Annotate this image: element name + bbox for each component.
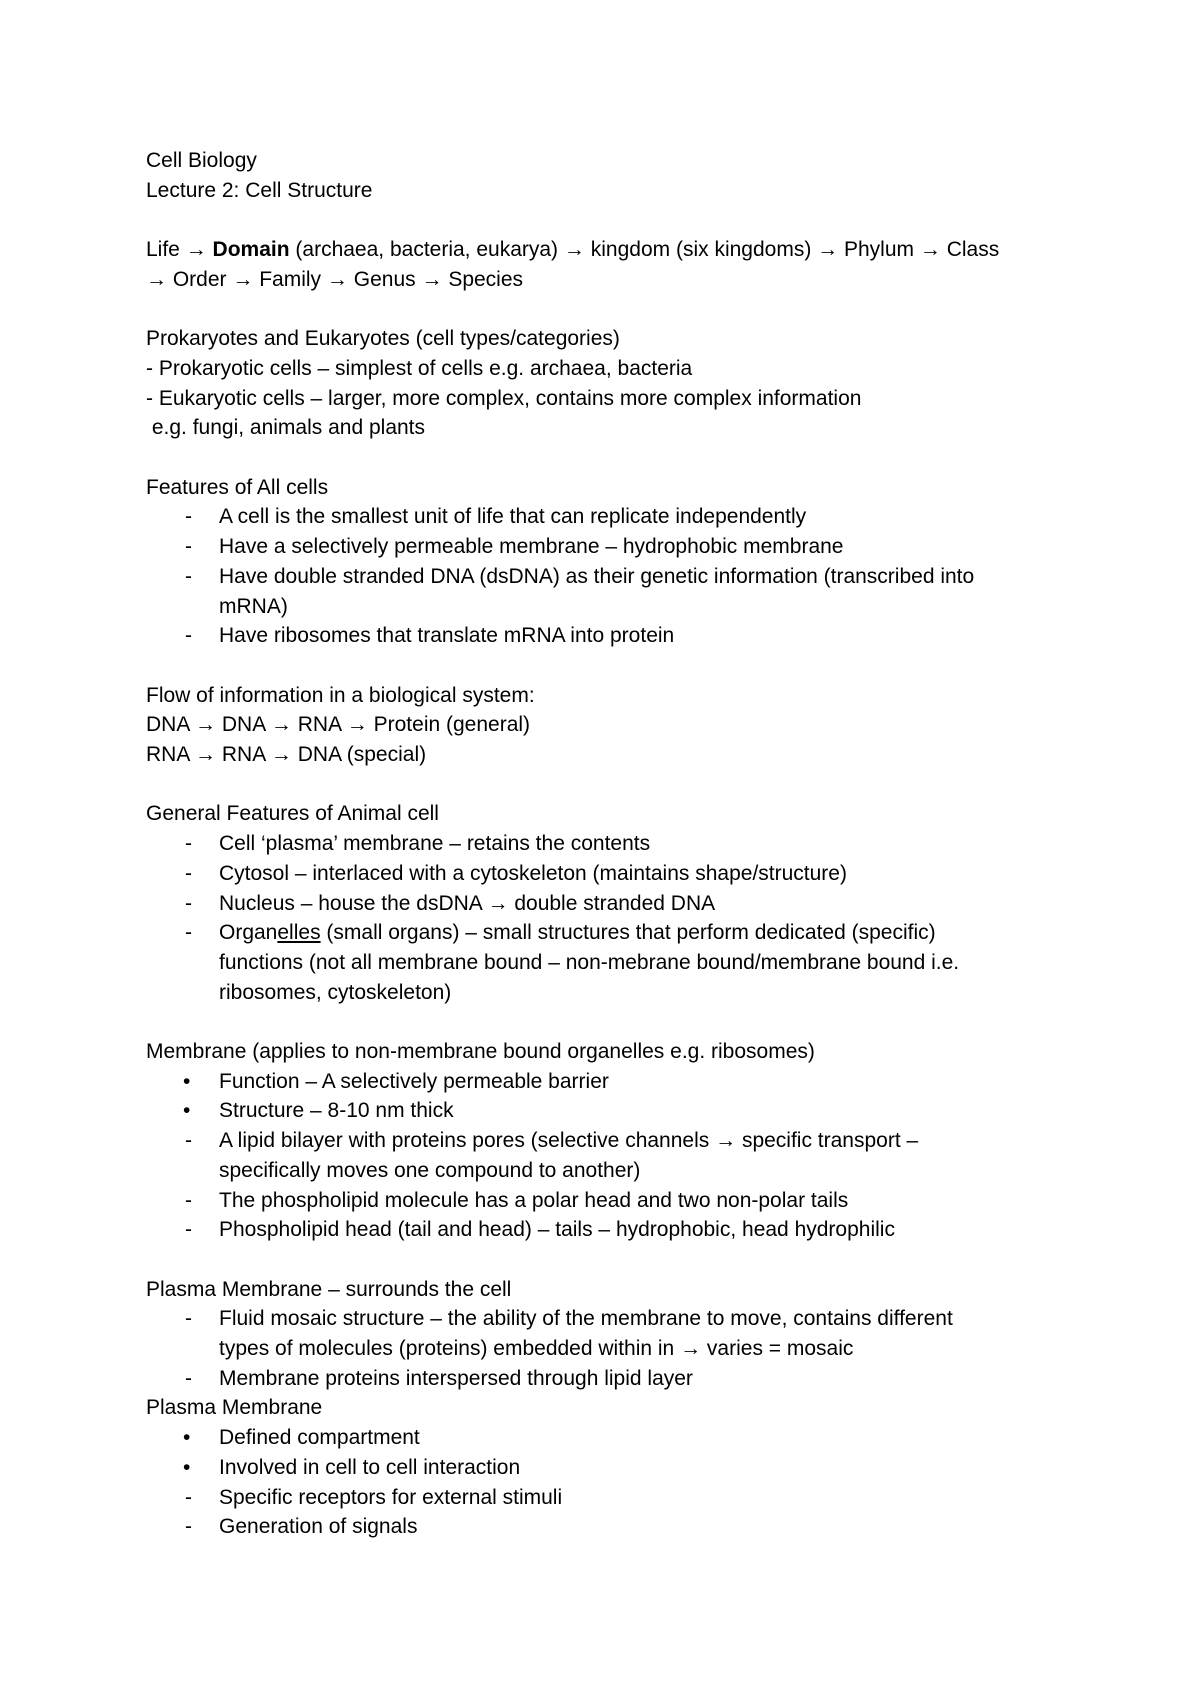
list-item bbox=[146, 1096, 1066, 1126]
list-item-text: types of molecules (proteins) embedded within in bbox=[219, 1337, 675, 1361]
taxonomy-phylum: Phylum bbox=[844, 238, 915, 262]
list-item bbox=[146, 1423, 1066, 1453]
list-item bbox=[146, 502, 1066, 532]
list-item-continuation bbox=[146, 1156, 1066, 1186]
spacer bbox=[146, 651, 1066, 681]
list-item bbox=[146, 859, 1066, 889]
list-item bbox=[146, 532, 1066, 562]
arrow-icon: → bbox=[195, 743, 217, 766]
arrow-icon: → bbox=[715, 1129, 737, 1153]
flow-step: Protein (general) bbox=[373, 713, 531, 737]
arrow-icon: → bbox=[146, 267, 167, 291]
list-item-text: functions (not all membrane bound – non-mebrane bound/membrane bound i.e. bbox=[219, 950, 960, 974]
bullet-marker: • bbox=[183, 1099, 191, 1123]
list-item-continuation bbox=[146, 592, 1066, 622]
list-item bbox=[146, 1304, 1066, 1334]
flow-step: RNA bbox=[221, 743, 266, 766]
dash-marker: - bbox=[185, 1188, 192, 1212]
arrow-icon: → bbox=[270, 743, 292, 766]
list-item-text: Organ bbox=[219, 921, 278, 945]
list-item-text: Cell ‘plasma’ membrane – retains the contents bbox=[219, 832, 651, 856]
list-item-text: Have double stranded DNA (dsDNA) as their genetic information (transcribed into bbox=[219, 564, 975, 588]
document-body bbox=[146, 146, 1066, 1542]
arrow-icon: → bbox=[680, 1337, 702, 1361]
list-item-text: Membrane proteins interspersed through lipid layer bbox=[219, 1366, 693, 1390]
arrow-icon: → bbox=[563, 238, 585, 262]
list-item bbox=[146, 1126, 1066, 1156]
list-item-text: Function – A selectively permeable barrier bbox=[219, 1069, 609, 1093]
arrow-icon: → bbox=[270, 713, 292, 737]
taxonomy-line-2 bbox=[146, 265, 1066, 295]
list-item-text: Have a selectively permeable membrane – hydrophobic membrane bbox=[219, 535, 844, 559]
text-line: e.g. fungi, animals and plants bbox=[146, 416, 426, 440]
dash-marker: - bbox=[185, 1515, 192, 1539]
taxonomy-species: Species bbox=[448, 267, 524, 291]
list-item-text: specific transport – bbox=[741, 1129, 919, 1153]
list-item-continuation bbox=[146, 948, 1066, 978]
taxonomy-genus: Genus bbox=[353, 267, 416, 291]
list-item-text: varies = mosaic bbox=[706, 1337, 854, 1361]
dash-marker: - bbox=[185, 1485, 192, 1509]
flow-step: DNA (special) bbox=[297, 743, 427, 766]
section-heading-plasma-membrane-2: Plasma Membrane bbox=[146, 1396, 323, 1420]
list-item-text: A cell is the smallest unit of life that can replicate independently bbox=[219, 505, 807, 529]
spacer bbox=[146, 205, 1066, 235]
dash-marker: - bbox=[185, 535, 192, 559]
list-item bbox=[146, 1364, 1066, 1394]
list-item bbox=[146, 918, 1066, 948]
flow-special bbox=[146, 740, 1066, 770]
taxonomy-order: Order bbox=[172, 267, 227, 291]
spacer bbox=[146, 770, 1066, 800]
arrow-icon: → bbox=[195, 713, 217, 737]
flow-step: DNA bbox=[146, 713, 190, 737]
dash-marker: - bbox=[185, 1366, 192, 1390]
dash-marker: - bbox=[185, 861, 192, 885]
list-item bbox=[146, 1215, 1066, 1245]
list-item-text: double stranded DNA bbox=[514, 891, 716, 915]
flow-step: RNA bbox=[297, 713, 341, 737]
list-item-text: Defined compartment bbox=[219, 1426, 420, 1450]
section-heading-animal: General Features of Animal cell bbox=[146, 802, 439, 826]
arrow-icon: → bbox=[326, 267, 348, 291]
list-item-text: Phospholipid head (tail and head) – tails – hydrophobic, head hydrophilic bbox=[219, 1218, 895, 1242]
arrow-icon: → bbox=[232, 267, 254, 291]
list-item-text: (small organs) – small structures that perform dedicated (specific) bbox=[320, 921, 936, 945]
section-heading-membrane: Membrane (applies to non-membrane bound organelles e.g. ribosomes) bbox=[146, 1040, 815, 1063]
spacer bbox=[146, 295, 1066, 325]
arrow-icon: → bbox=[185, 238, 207, 262]
bullet-marker: • bbox=[183, 1069, 191, 1093]
spacer bbox=[146, 443, 1066, 473]
list-item bbox=[146, 1512, 1066, 1542]
dash-marker: - bbox=[185, 1129, 192, 1153]
taxonomy-kingdom: kingdom (six kingdoms) bbox=[590, 238, 812, 262]
list-item-text: Generation of signals bbox=[219, 1515, 418, 1539]
list-item-text: Involved in cell to cell interaction bbox=[219, 1455, 521, 1479]
list-item-text: Structure – 8-10 nm thick bbox=[219, 1099, 454, 1123]
bullet-marker: • bbox=[183, 1426, 191, 1450]
dash-marker: - bbox=[185, 921, 192, 945]
dash-marker: - bbox=[185, 564, 192, 588]
dash-marker: - bbox=[185, 1218, 192, 1242]
list-item-text: Have ribosomes that translate mRNA into protein bbox=[219, 624, 675, 648]
arrow-icon: → bbox=[817, 238, 839, 262]
list-item bbox=[146, 889, 1066, 919]
bullet-marker: • bbox=[183, 1455, 191, 1479]
section-heading-flow: Flow of information in a biological system: bbox=[146, 683, 535, 707]
list-item-continuation bbox=[146, 1334, 1066, 1364]
dash-marker: - bbox=[185, 891, 192, 915]
section-heading-plasma-membrane: Plasma Membrane – surrounds the cell bbox=[146, 1277, 512, 1301]
taxonomy-life: Life bbox=[146, 238, 180, 262]
flow-general bbox=[146, 710, 1066, 740]
list-item bbox=[146, 1453, 1066, 1483]
arrow-icon: → bbox=[346, 713, 368, 737]
list-item-continuation bbox=[146, 978, 1066, 1008]
dash-marker: - bbox=[185, 505, 192, 529]
arrow-icon: → bbox=[421, 267, 443, 291]
taxonomy-class: Class bbox=[946, 238, 1000, 262]
text-line: - Eukaryotic cells – larger, more complex, contains more complex information bbox=[146, 386, 862, 410]
list-item bbox=[146, 562, 1066, 592]
list-item-text: The phospholipid molecule has a polar head and two non-polar tails bbox=[219, 1188, 849, 1212]
section-heading-pro-euk: Prokaryotes and Eukaryotes (cell types/categories) bbox=[146, 327, 620, 351]
list-item-text: Cytosol – interlaced with a cytoskeleton (maintains shape/structure) bbox=[219, 861, 847, 885]
flow-step: DNA bbox=[221, 713, 266, 737]
spacer bbox=[146, 1007, 1066, 1037]
list-item-text: ribosomes, cytoskeleton) bbox=[219, 980, 452, 1004]
list-item-text: specifically moves one compound to another) bbox=[219, 1158, 641, 1182]
text-line: - Prokaryotic cells – simplest of cells e.g. archaea, bacteria bbox=[146, 356, 693, 380]
list-item-text: A lipid bilayer with proteins pores (selective channels bbox=[219, 1129, 710, 1153]
list-item bbox=[146, 829, 1066, 859]
flow-step: RNA bbox=[146, 743, 190, 766]
list-item-text: Fluid mosaic structure – the ability of the membrane to move, contains different bbox=[219, 1307, 953, 1331]
underlined-text: elles bbox=[277, 921, 321, 945]
taxonomy-family: Family bbox=[259, 267, 322, 291]
section-heading-features-all: Features of All cells bbox=[146, 475, 329, 499]
document-subtitle: Lecture 2: Cell Structure bbox=[146, 178, 373, 202]
taxonomy-domain: Domain bbox=[212, 238, 290, 262]
dash-marker: - bbox=[185, 1307, 192, 1331]
list-item bbox=[146, 1067, 1066, 1097]
list-item bbox=[146, 1186, 1066, 1216]
taxonomy-domain-detail: (archaea, bacteria, eukarya) bbox=[295, 238, 559, 262]
spacer bbox=[146, 1245, 1066, 1275]
document-title: Cell Biology bbox=[146, 149, 257, 172]
dash-marker: - bbox=[185, 832, 192, 856]
list-item-text: Specific receptors for external stimuli bbox=[219, 1485, 563, 1509]
list-item bbox=[146, 621, 1066, 651]
list-item-text: mRNA) bbox=[219, 594, 288, 618]
arrow-icon: → bbox=[919, 238, 941, 262]
dash-marker: - bbox=[185, 624, 192, 648]
list-item bbox=[146, 1483, 1066, 1513]
taxonomy-line-1 bbox=[146, 235, 1066, 265]
list-item-text: Nucleus – house the dsDNA bbox=[219, 891, 482, 915]
arrow-icon: → bbox=[487, 891, 509, 915]
